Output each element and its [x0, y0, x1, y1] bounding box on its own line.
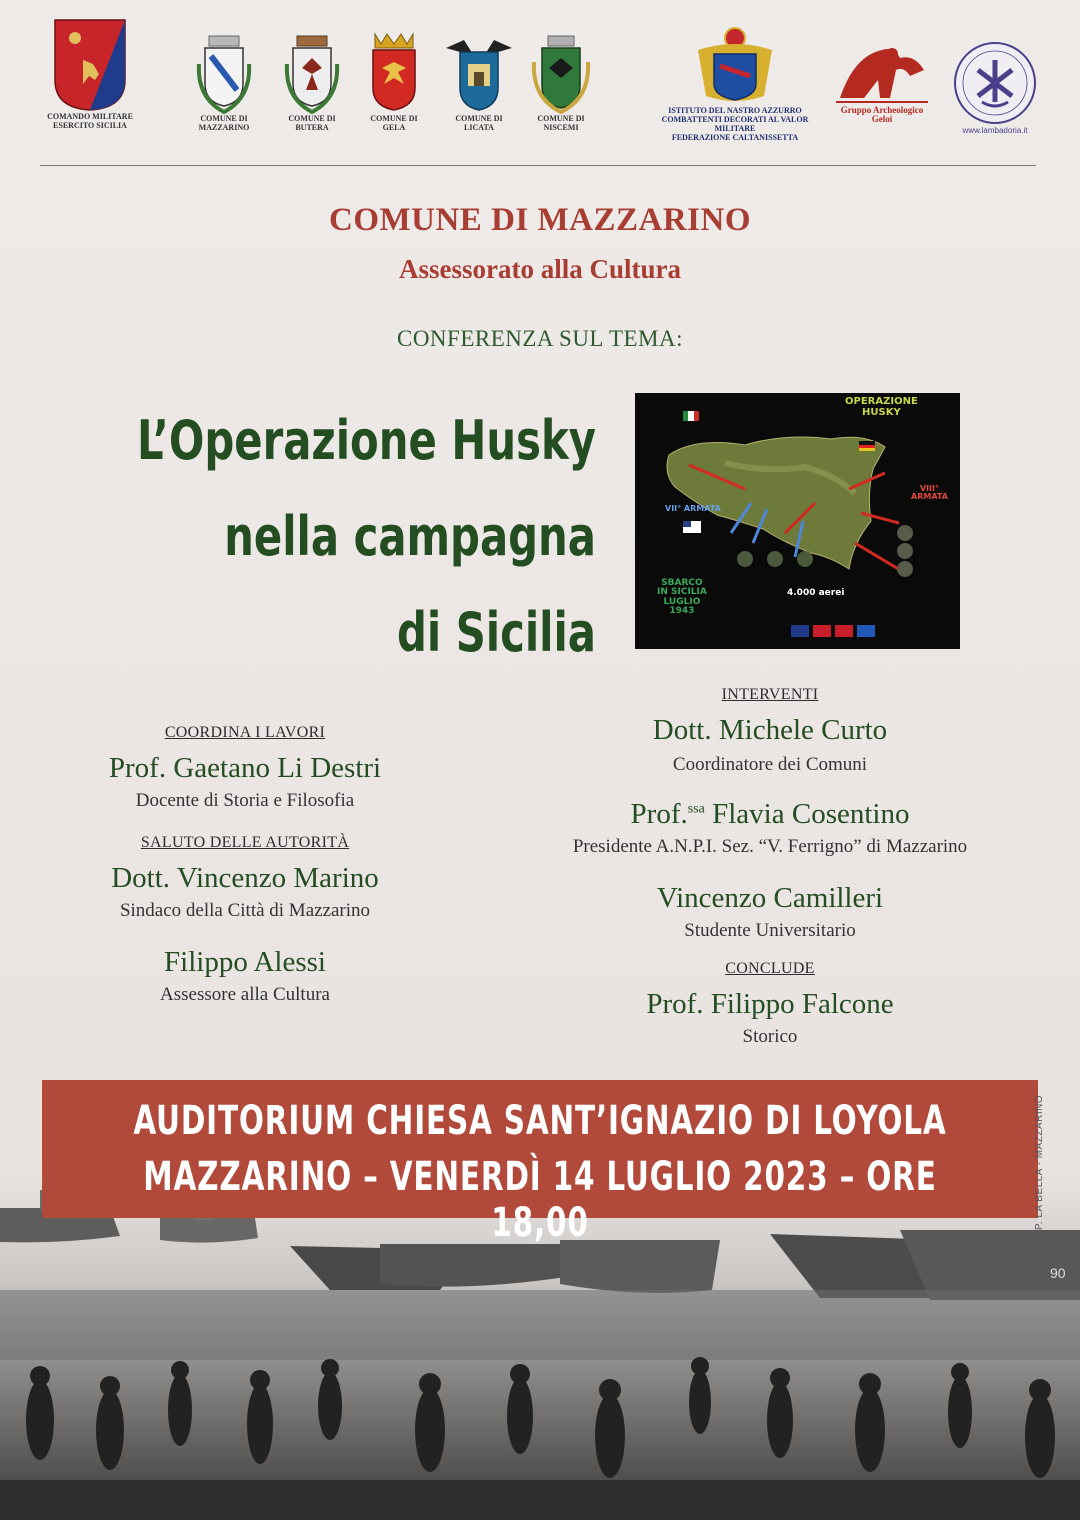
map-heading: OPERAZIONE HUSKY [845, 396, 918, 418]
logo-caption: ISTITUTO DEL NASTRO AZZURRO COMBATTENTI DECORATI AL VALOR MILITARE FEDERAZIONE CALTANISSETTA [661, 106, 809, 142]
mazzarino-crest-icon [193, 34, 255, 114]
speaker-name: Vincenzo Camilleri [656, 882, 884, 914]
speaker-role: Sindaco della Città di Mazzarino [119, 900, 371, 921]
banner-venue: AUDITORIUM CHIESA SANT’IGNAZIO DI LOYOLA [133, 1098, 947, 1144]
speaker-role: Coordinatore dei Comuni [672, 754, 868, 775]
speaker-name: Dott. Vincenzo Marino [111, 862, 379, 894]
conference-title [114, 393, 596, 681]
title-line: di Sicilia [396, 601, 596, 664]
army-command-logo [40, 18, 140, 130]
speaker-name: Dott. Michele Curto [652, 714, 888, 746]
map-left-army: VII° ARMATA [665, 504, 721, 513]
title-line: nella campagna [224, 505, 596, 568]
svg-text:90: 90 [1050, 1265, 1066, 1281]
speaker-role: Presidente A.N.P.I. Sez. “V. Ferrigno” di Mazzarino [572, 836, 968, 857]
nastro-azzurro-logo [652, 24, 818, 142]
speaker-role: Assessore alla Cultura [160, 984, 330, 1005]
logo-strip [0, 0, 1080, 160]
name-prefix: Prof. [630, 798, 688, 830]
gela-logo [362, 32, 426, 132]
speaker-name: Prof. Gaetano Li Destri [108, 752, 382, 784]
section-label-conclude: CONCLUDE [725, 960, 815, 977]
printer-credit: TIP. LA BELLA - MAZZARINO [1034, 1094, 1045, 1240]
speaker-role: Storico [742, 1026, 798, 1047]
gruppo-archeologico-logo [830, 36, 934, 124]
lamba-doria-logo [948, 40, 1042, 135]
conferenza-heading: CONFERENZA SUL TEMA: [396, 326, 684, 351]
logo-caption: COMUNE DI NISCEMI [537, 114, 585, 132]
section-label-interventi: INTERVENTI [721, 686, 819, 703]
gela-crest-icon [363, 32, 425, 114]
nastro-azzurro-crest-icon [690, 24, 780, 106]
name-text: Flavia Cosentino [704, 798, 910, 830]
map-landing-label: SBARCO IN SICILIA LUGLIO 1943 [657, 578, 707, 617]
event-banner [42, 1080, 1038, 1246]
right-speakers [510, 686, 1030, 1056]
logo-caption: COMUNE DI LICATA [455, 114, 503, 132]
map-right-army: VIII° ARMATA [911, 484, 948, 502]
banner-date-time: MAZZARINO – VENERDÌ 14 LUGLIO 2023 – ORE 18,00 [143, 1154, 937, 1246]
speaker-name: Prof. Filippo Falcone [646, 988, 894, 1020]
comune-heading: COMUNE DI MAZZARINO [329, 202, 751, 238]
section-label-saluto: SALUTO DELLE AUTORITÀ [140, 834, 350, 851]
header-divider [40, 165, 1036, 166]
map-planes-label: 4.000 aerei [787, 588, 845, 598]
lamba-doria-icon [950, 40, 1040, 126]
army-command-shield-icon [53, 18, 127, 112]
niscemi-crest-icon [526, 34, 596, 114]
speaker-name [510, 798, 1030, 831]
assessorato-heading: Assessorato alla Cultura [399, 254, 681, 284]
speaker-name: Filippo Alessi [164, 946, 326, 978]
speaker-role: Docente di Storia e Filosofia [135, 790, 355, 811]
logo-caption: Gruppo Archeologico Geloi [840, 105, 924, 124]
niscemi-logo [526, 34, 596, 132]
butera-crest-icon [281, 34, 343, 114]
logo-caption: www.lambadoria.it [962, 126, 1028, 135]
mazzarino-logo [192, 34, 256, 132]
gruppo-archeologico-icon [834, 36, 930, 106]
section-label-coordina: COORDINA I LAVORI [164, 724, 326, 741]
logo-caption: COMUNE DI BUTERA [288, 114, 336, 132]
speaker-role: Studente Universitario [684, 920, 856, 941]
operation-husky-map [635, 393, 960, 649]
butera-logo [280, 34, 344, 132]
logo-caption: COMUNE DI MAZZARINO [198, 114, 250, 132]
logo-caption: COMANDO MILITARE ESERCITO SICILIA [47, 112, 133, 130]
licata-logo [444, 34, 514, 132]
licata-crest-icon [444, 34, 514, 114]
left-speakers [50, 724, 440, 1014]
logo-caption: COMUNE DI GELA [370, 114, 418, 132]
name-superscript: ssa [687, 801, 705, 817]
title-line: L’Operazione Husky [137, 409, 597, 472]
